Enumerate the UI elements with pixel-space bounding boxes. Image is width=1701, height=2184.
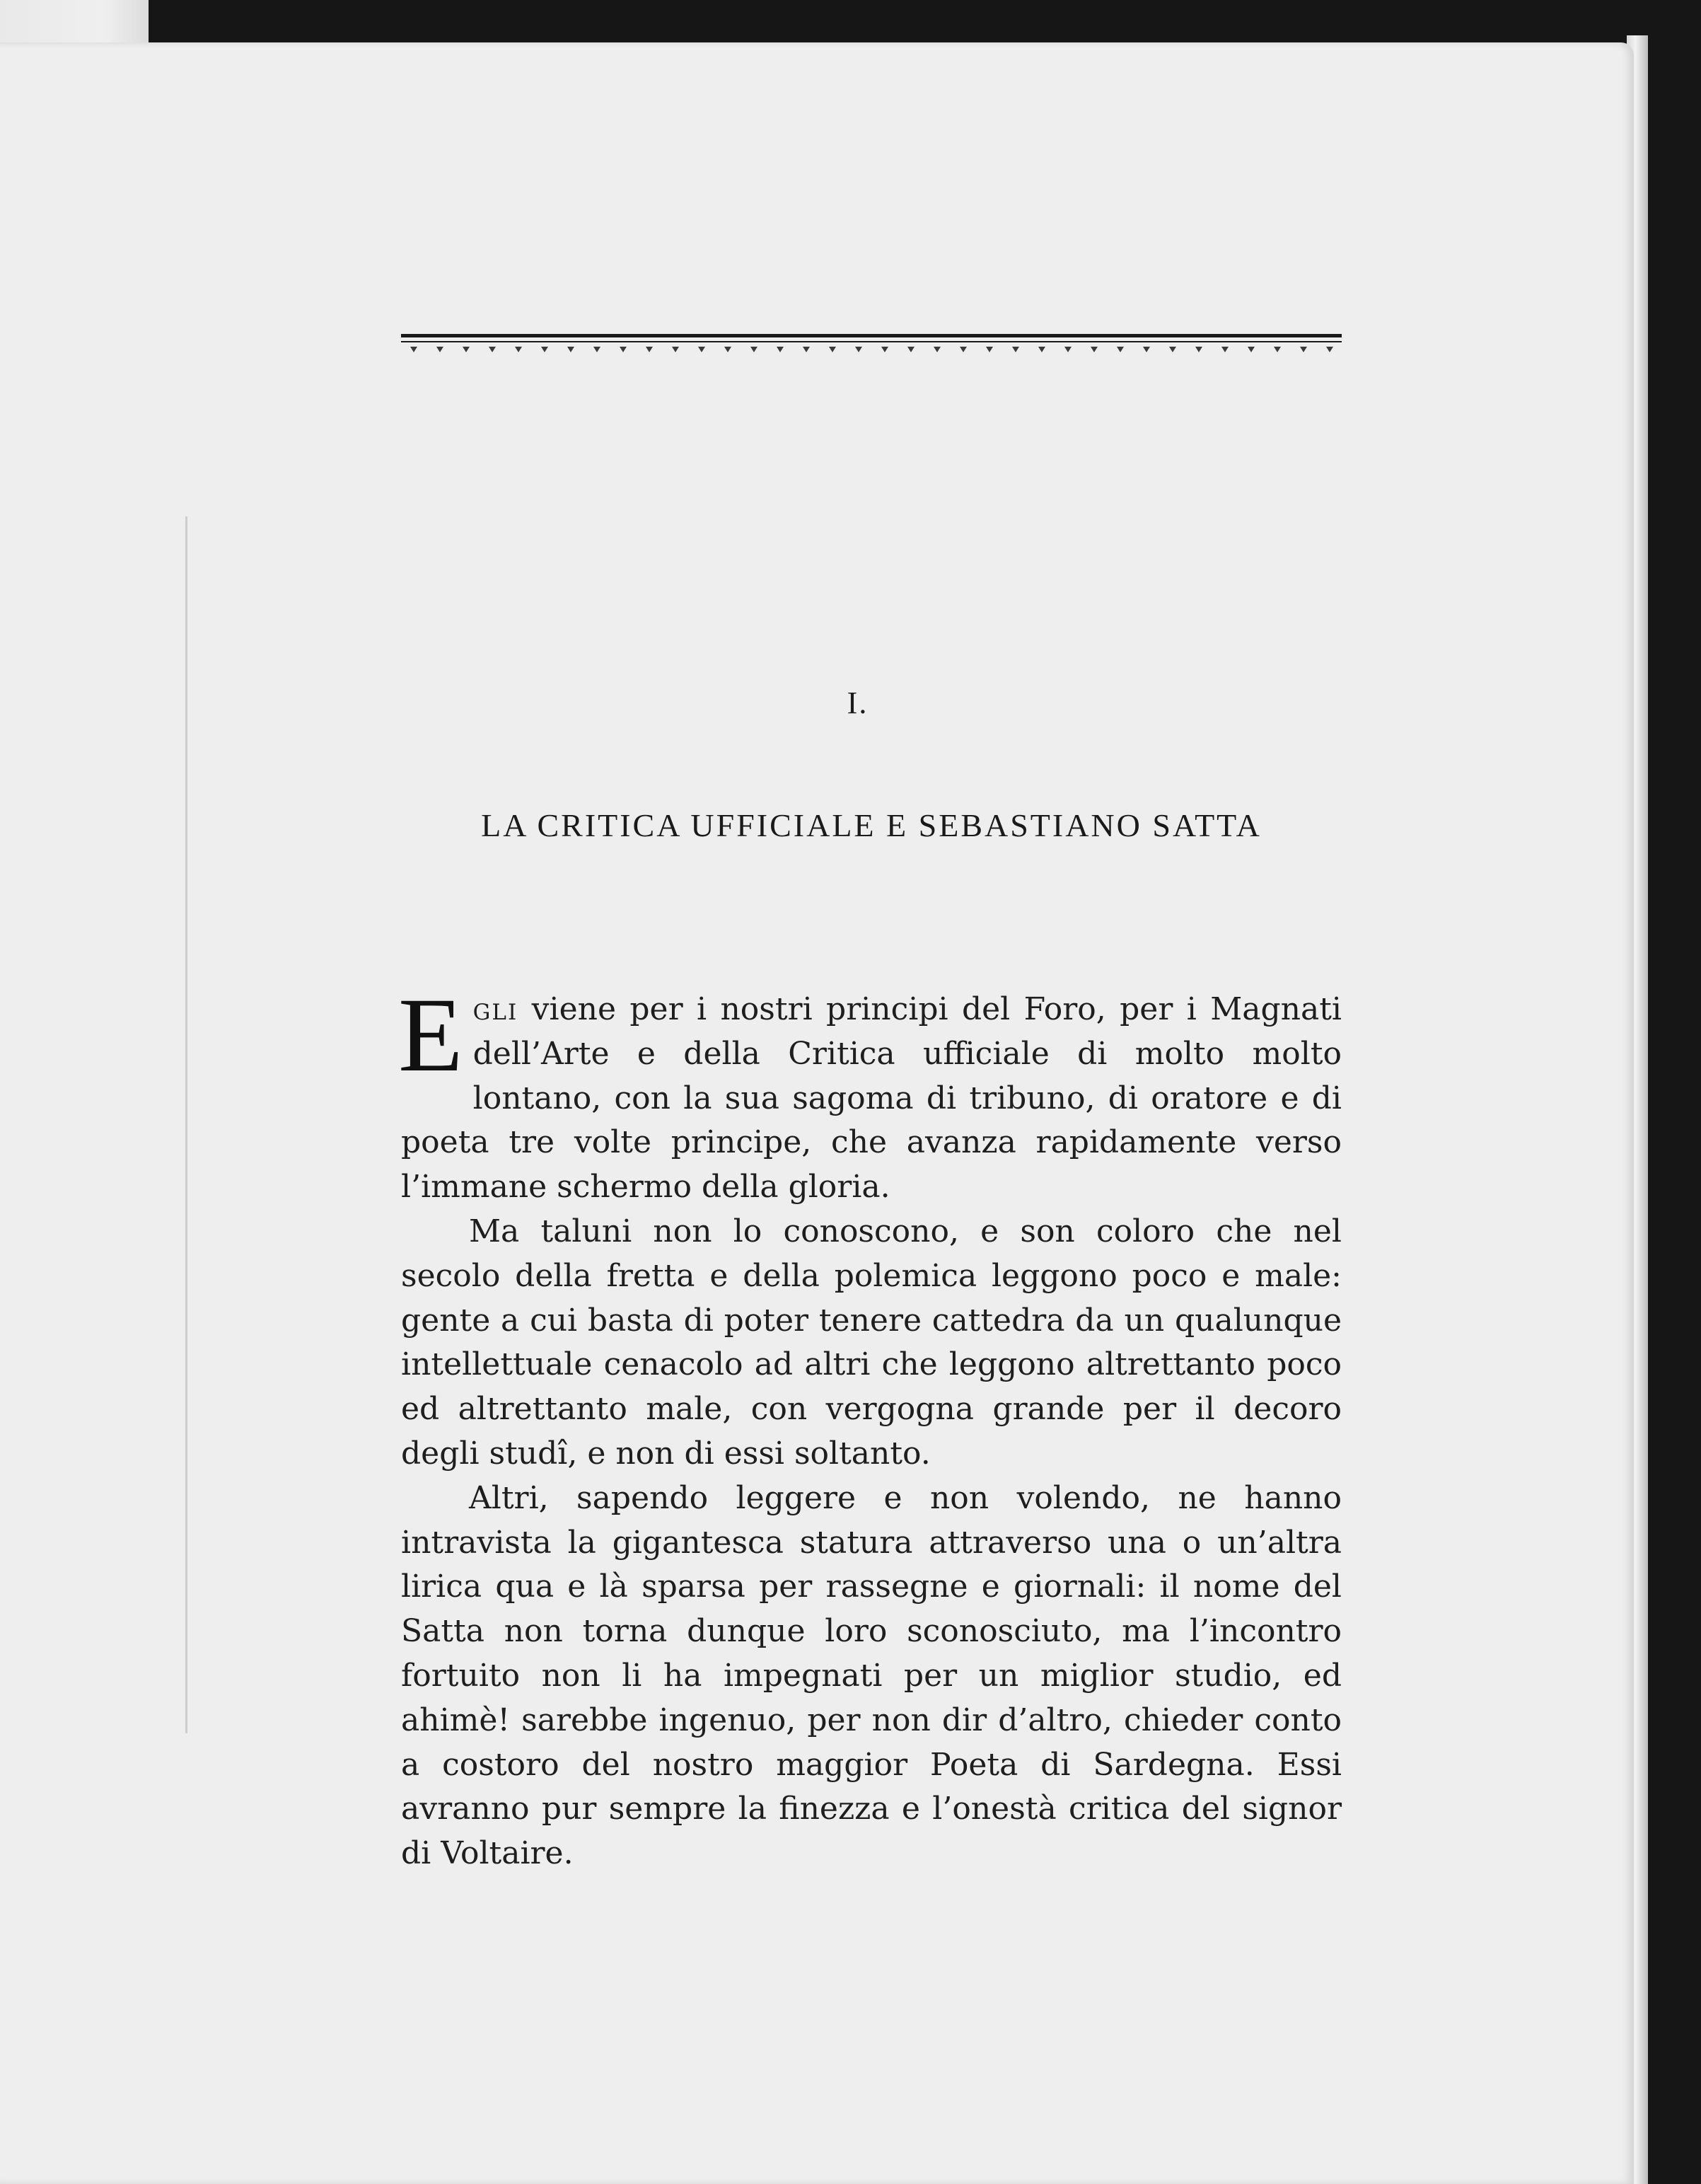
ornament-tooth (829, 347, 836, 352)
ornament-tooth (646, 347, 653, 352)
ornament-tooth (620, 347, 627, 352)
ornament-tooth (724, 347, 731, 352)
header-ornament-rule (401, 334, 1342, 362)
ornament-tooth (1143, 347, 1150, 352)
ornament-tooth (907, 347, 915, 352)
ornament-tooth (567, 347, 574, 352)
ornament-tooth (1326, 347, 1333, 352)
ornament-tooth (1012, 347, 1019, 352)
ornament-tooth (1300, 347, 1307, 352)
ornament-tooth (541, 347, 548, 352)
ornament-tooth (960, 347, 967, 352)
ornament-tooth (1169, 347, 1176, 352)
ornament-tooth (750, 347, 757, 352)
ornament-tooth (1117, 347, 1124, 352)
ornament-tooth (986, 347, 993, 352)
ornament-tooth (489, 347, 496, 352)
ornament-tooth (777, 347, 784, 352)
paragraph-1-text: viene per i nostri principi del Foro, per i Magnati dell’Arte e della Critica ufficiale di molto molto lontano, con la sua sagoma di tribuno, di oratore e di poeta tre volte principe, che avanza rapidamente verso l’immane schermo della gloria. (401, 991, 1342, 1206)
ornament-tooth (463, 347, 470, 352)
paragraph-2: Ma taluni non lo conoscono, e son coloro che nel secolo della fretta e della polemica leggono poco e male: gente a cui basta di poter tenere cattedra da un qualunque intellettuale cenacolo ad altri che leggono altrettanto poco ed altrettanto male, con vergogna grande per il decoro degli studî, e non di essi soltanto. (401, 1213, 1342, 1472)
ornament-tooth (1274, 347, 1281, 352)
ornament-tooth (1064, 347, 1072, 352)
ornament-tooth (934, 347, 941, 352)
lead-small-caps: gli (472, 991, 518, 1027)
ornament-tooth (855, 347, 862, 352)
chapter-number: I. (847, 686, 869, 720)
body-text (398, 976, 1342, 1876)
ornament-tooth (1248, 347, 1255, 352)
ornament-tooth (672, 347, 679, 352)
ornament-tooth (1091, 347, 1098, 352)
drop-cap: E (398, 976, 463, 1094)
ornament-tooth (803, 347, 810, 352)
ornament-tooth (515, 347, 522, 352)
paragraph-3: Altri, sapendo leggere e non volendo, ne hanno intravista la gigantesca statura attraverso una o un’altra lirica qua e là sparsa per rassegne e giornali: il nome del Satta non torna dunque loro sconosciuto, ma l’incontro fortuito non li ha impegnati per un miglior studio, ed ahimè! sarebbe ingenuo, per non dir d’altro, chieder conto a costoro del nostro maggior Poeta di Sardegna. Essi avranno pur sempre la finezza e l’onestà critica del signor di Voltaire. (401, 1479, 1342, 1872)
ornament-tooth (881, 347, 888, 352)
ornament-tooth (436, 347, 443, 352)
ornament-tooth (1038, 347, 1045, 352)
ornament-tooth (593, 347, 600, 352)
ornament-tooth (410, 347, 417, 352)
ornament-tooth (1221, 347, 1229, 352)
paragraph-1 (398, 976, 1342, 1210)
chapter-title: LA CRITICA UFFICIALE E SEBASTIANO SATTA (481, 807, 1262, 843)
ornament-tooth (1195, 347, 1202, 352)
ornament-tooth (698, 347, 705, 352)
